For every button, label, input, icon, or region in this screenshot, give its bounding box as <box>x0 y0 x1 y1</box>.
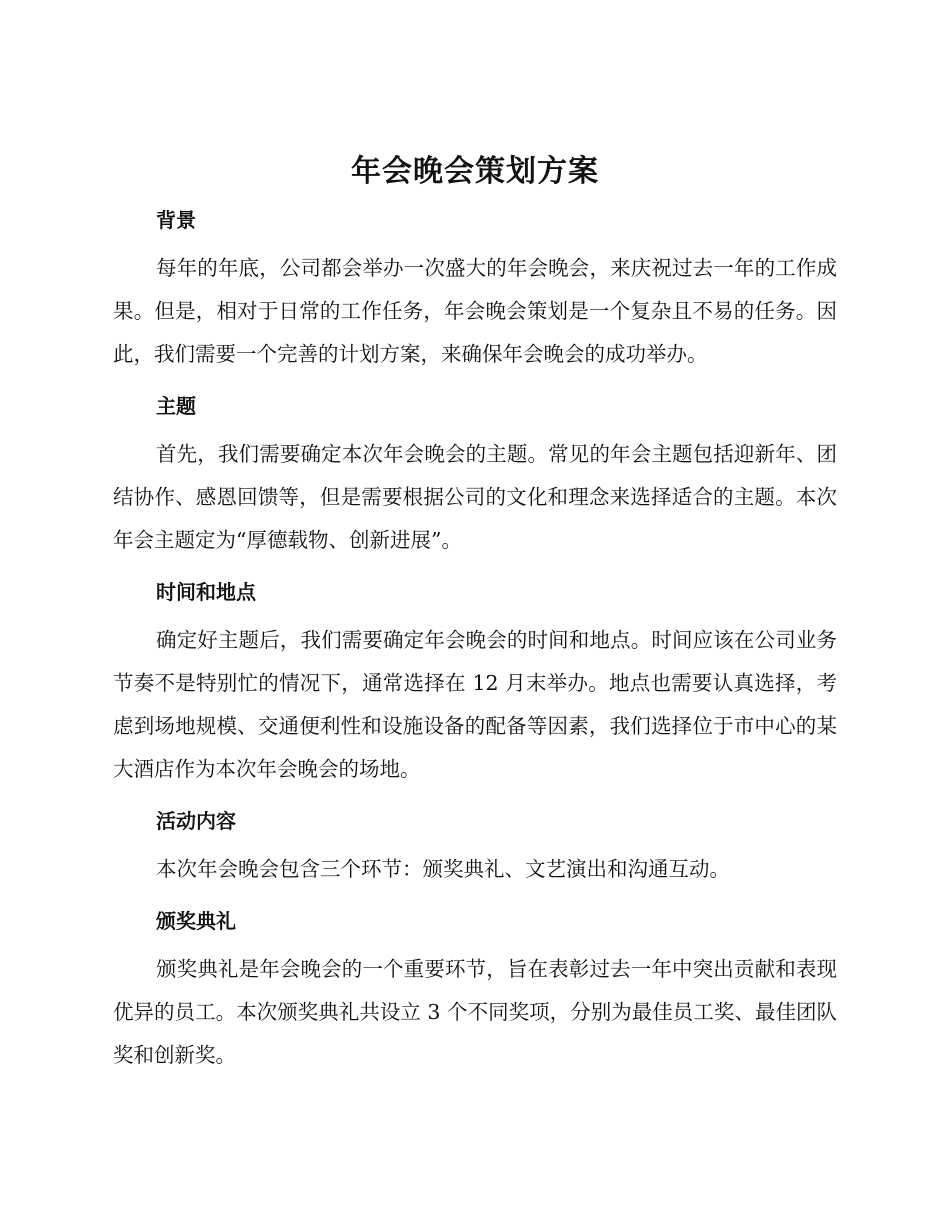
section-heading: 颁奖典礼 <box>156 909 236 933</box>
document-page <box>113 148 837 1077</box>
section-heading: 时间和地点 <box>156 580 256 604</box>
section-heading: 主题 <box>156 394 196 418</box>
section-awards <box>113 897 837 1077</box>
section-paragraph: 首先，我们需要确定本次年会晚会的主题。常见的年会主题包括迎新年、团结协作、感恩回馈等，但是需要根据公司的文化和理念来选择适合的主题。本次年会主题定为“厚德载物、创新进展”。 <box>113 442 837 552</box>
section-activities <box>113 797 837 897</box>
section-background <box>113 196 837 382</box>
section-paragraph: 颁奖典礼是年会晚会的一个重要环节，旨在表彰过去一年中突出贡献和表现优异的员工。本次颁奖典礼共设立 3 个不同奖项，分别为最佳员工奖、最佳团队奖和创新奖。 <box>113 957 837 1067</box>
section-time-and-place <box>113 568 837 797</box>
section-heading: 活动内容 <box>156 809 236 833</box>
section-paragraph: 本次年会晚会包含三个环节：颁奖典礼、文艺演出和沟通互动。 <box>156 857 730 881</box>
section-paragraph: 确定好主题后，我们需要确定年会晚会的时间和地点。时间应该在公司业务节奏不是特别忙的情况下，通常选择在 12 月末举办。地点也需要认真选择，考虑到场地规模、交通便利性和设施设备的配备等因素，我们选择位于市中心的某大酒店作为本次年会晚会的场地。 <box>113 628 837 781</box>
document-title: 年会晚会策划方案 <box>351 154 599 189</box>
section-theme <box>113 382 837 568</box>
section-heading: 背景 <box>156 208 196 232</box>
section-paragraph: 每年的年底，公司都会举办一次盛大的年会晚会，来庆祝过去一年的工作成果。但是，相对于日常的工作任务，年会晚会策划是一个复杂且不易的任务。因此，我们需要一个完善的计划方案，来确保年会晚会的成功举办。 <box>113 256 837 366</box>
